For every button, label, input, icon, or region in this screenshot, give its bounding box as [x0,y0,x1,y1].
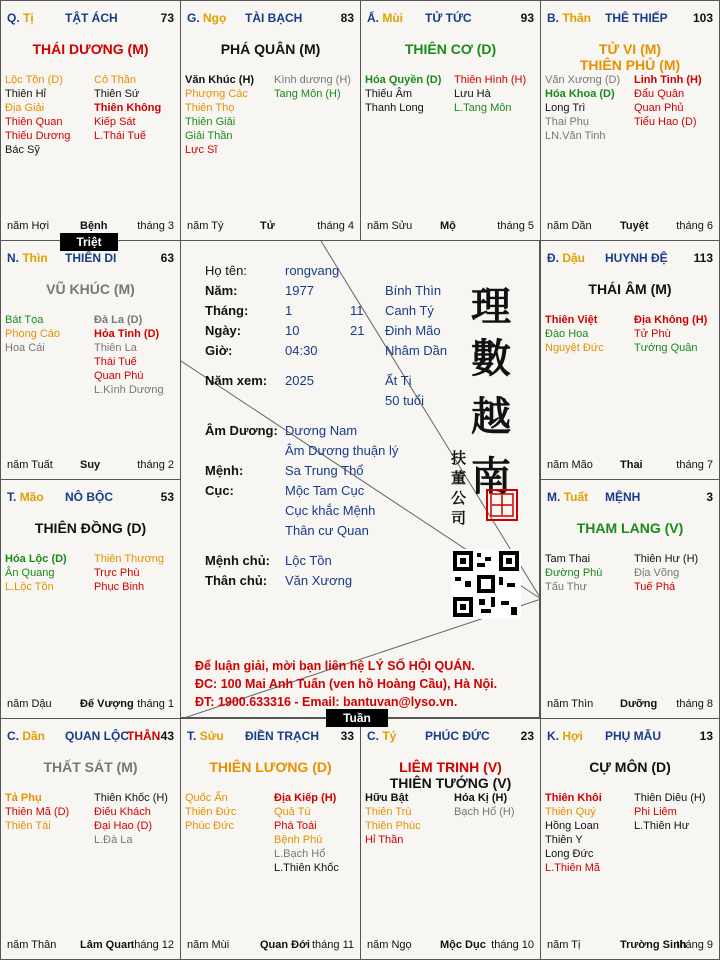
palace-name: THIÊN DI [65,251,117,265]
minor-col-left [545,313,629,355]
dai-van: 113 [693,251,713,265]
minor-col-left [545,552,629,594]
palace-name: THÊ THIẾP [605,11,668,25]
trang-sinh-stage: Mộ [440,220,456,232]
minor-col-right [454,73,538,115]
palace-branch: Đ. Dậu [547,251,586,265]
minor-star: Tam Thai [545,553,591,565]
minor-star: Hóa Khoa (D) [545,88,615,100]
minor-star: Trực Phù [94,567,140,579]
minor-col-left [5,313,89,355]
trang-sinh-stage: Đế Vượng [80,698,134,710]
minor-star: Kiếp Sát [94,116,136,128]
major-star: THAM LANG (V) [576,520,684,536]
palace-dau [540,240,720,480]
palace-year: năm Tị [547,939,581,951]
trang-sinh-stage: Trường Sinh [620,939,687,951]
palace-header [7,490,174,506]
cuc-note1: Cục khắc Mệnh [285,503,376,518]
major-star: THẤT SÁT (M) [43,759,138,775]
palace-footer [545,459,715,473]
minor-star: Thiên Việt [545,314,598,326]
minor-star: Phượng Các [185,88,248,100]
palace-year: năm Dần [547,220,592,232]
year-value: 1977 [285,283,314,298]
year-canchi: Bính Thìn [385,283,442,298]
palace-year: năm Tuất [7,459,53,471]
palace-branch: C. Dần [7,729,46,743]
minor-star: Quan Phù [94,370,144,382]
palace-header [7,729,174,745]
minor-star: L.Lộc Tồn [5,581,54,593]
month-solar: 1 [285,303,293,318]
palace-footer [5,939,176,953]
palace-header [547,729,713,745]
minor-star: Lộc Tồn (D) [5,74,63,86]
cuc-label: Cục: [205,483,234,498]
dai-van: 53 [160,490,174,504]
minor-star: Thiếu Dương [5,130,71,142]
day-canchi: Đinh Mão [385,323,441,338]
minor-col-right [634,313,718,355]
palace-header [367,11,534,27]
minor-col-right [454,791,538,819]
palace-footer [545,220,715,234]
minor-star: LN.Văn Tinh [545,130,606,142]
minor-star: Địa Giải [5,102,45,114]
minor-star: Thiên Hình (H) [454,74,527,86]
minor-star: L.Thái Tuế [94,130,146,142]
major-star: THIÊN TƯỚNG (V) [389,775,512,791]
year-label: Năm: [205,283,238,298]
palace-mui [360,0,541,241]
palace-header [547,251,713,267]
palace-year: năm Hợi [7,220,50,232]
triet-tag: Triệt [60,233,118,251]
minor-star: Thiên Giải [185,116,236,128]
major-star: THIÊN CƠ (D) [404,41,497,57]
palace-name: QUAN LỘC [65,729,129,743]
minor-star: Đà La (D) [94,314,143,326]
minor-star: Thiên Trù [365,806,412,818]
palace-footer [365,939,536,953]
dai-van: 13 [699,729,713,743]
minor-star: Quan Phủ [634,102,684,114]
minor-star: Thiên Quan [5,116,63,128]
palace-suu [180,718,361,960]
palace-footer [5,698,176,712]
palace-month: tháng 8 [676,698,713,710]
minor-star: Địa Võng [634,567,680,579]
minor-star: Địa Không (H) [634,314,708,326]
name-value: rongvang [285,263,340,278]
minor-col-left [185,791,269,833]
menh-chu-value: Lộc Tồn [285,553,332,568]
palace-month: tháng 10 [491,939,534,951]
minor-star: Hoa Cái [5,342,45,354]
hour-canchi: Nhâm Dần [385,343,448,358]
minor-star: Quả Tú [274,806,311,818]
palace-year: năm Ngọ [367,939,412,951]
minor-star: L.Thiên Khốc [274,862,339,874]
minor-col-right [274,791,358,875]
minor-star: L.Tang Môn [454,102,512,114]
minor-star: Tang Môn (H) [274,88,341,100]
minor-star: Tiểu Hao (D) [634,116,697,128]
palace-branch: K. Hợi [547,729,583,743]
minor-col-right [94,552,178,594]
minor-star: Thiên Khôi [545,792,602,804]
contact-line-3: ĐT: 1900.633316 - Email: bantuvan@lyso.vn. [195,695,458,709]
palace-header [7,11,174,27]
minor-star: Thiên Quý [545,806,596,818]
minor-star: Phá Toái [274,820,317,832]
major-star: CỰ MÔN (D) [589,759,671,775]
minor-star: Bệnh Phù [274,834,323,846]
palace-branch: C. Tý [367,729,397,743]
minor-star: Tả Phụ [5,792,42,804]
palace-footer [5,459,176,473]
minor-star: Đào Hoa [545,328,589,340]
minor-col-left [5,552,89,594]
minor-star: Lưu Hà [454,88,491,100]
dai-van: 3 [706,490,713,504]
minor-star: Cô Thần [94,74,136,86]
trang-sinh-stage: Quan Đới [260,939,310,951]
day-lunar: 21 [350,323,365,338]
palace-header [547,490,713,506]
minor-star: Đường Phù [545,567,603,579]
minor-star: Hóa Quyền (D) [365,74,442,86]
contact-line-1: Để luận giải, mời bạn liên hệ LÝ SỐ HỘI QUÁN. [195,659,475,673]
menh-chu-label: Mệnh chủ: [205,553,270,568]
name-label: Họ tên: [205,263,247,278]
calligraphy-char-1: 理 [471,283,511,330]
minor-star: L.Kình Dương [94,384,164,396]
minor-star: Thiên La [94,342,137,354]
palace-name: TỬ TỨC [425,11,472,25]
major-star: THÁI ÂM (M) [588,281,672,297]
palace-month: tháng 7 [676,459,713,471]
trang-sinh-stage: Tử [260,220,275,232]
palace-month: tháng 11 [311,939,354,951]
dai-van: 93 [520,11,534,25]
palace-ty [360,718,541,960]
minor-star: Hữu Bật [365,792,409,804]
palace-branch: Q. Tị [7,11,34,25]
palace-ti [0,0,181,241]
palace-tuat [540,479,720,719]
palace-month: tháng 4 [317,220,354,232]
minor-col-right [94,791,178,847]
center-info [180,240,540,718]
trang-sinh-stage: Lâm Quan [80,939,134,951]
minor-col-left [5,73,89,157]
palace-year: năm Tý [187,220,224,232]
hour-value: 04:30 [285,343,318,358]
trang-sinh-stage: Dưỡng [620,698,658,710]
palace-name: NÔ BỘC [65,490,113,504]
palace-footer [185,220,356,234]
minor-star: Đẩu Quân [634,88,685,100]
minor-col-right [94,73,178,143]
minor-col-right [94,313,178,397]
minor-star: Địa Kiếp (H) [274,792,337,804]
minor-star: Thái Tuế [94,356,137,368]
minor-star: Phúc Đức [185,820,234,832]
minor-star: Long Đức [545,848,594,860]
palace-dan [0,718,181,960]
minor-star: Văn Xương (D) [545,74,621,86]
dai-van: 103 [692,11,713,25]
calligraphy-char-4: 南 [471,453,511,500]
minor-star: L.Bạch Hổ [274,848,326,860]
minor-star: Hỏa Tinh (D) [94,328,160,340]
than-chu-value: Văn Xương [285,573,353,588]
minor-col-left [545,791,629,875]
calligraphy-char-3: 越 [471,393,511,440]
major-star: TỬ VI (M) [598,41,662,57]
palace-month: tháng 5 [497,220,534,232]
dai-van: 33 [340,729,354,743]
palace-year: năm Dậu [7,698,52,710]
palace-footer [545,698,715,712]
palace-header [547,11,713,27]
minor-star: Bạch Hổ (H) [454,806,515,818]
major-star: THIÊN ĐỒNG (D) [34,520,147,536]
minor-star: Thiên Mã (D) [5,806,70,818]
minor-star: Thiên Khốc (H) [94,792,168,804]
menh-value: Sa Trung Thổ [285,463,364,478]
minor-col-left [545,73,629,143]
palace-footer [365,220,536,234]
day-label: Ngày: [205,323,242,338]
major-star: PHÁ QUÂN (M) [220,41,321,57]
trang-sinh-stage: Tuyệt [620,220,649,232]
palace-than [540,0,720,241]
minor-star: Thiên Thọ [185,102,235,114]
minor-star: Thai Phụ [545,116,590,128]
minor-col-right [274,73,358,101]
dai-van: 73 [160,11,174,25]
minor-star: Phục Binh [94,581,145,593]
minor-star: Đại Hao (D) [94,820,153,832]
palace-branch: T. Sửu [187,729,224,743]
red-seal-stamp [486,489,518,521]
seal-side-2: 董 [451,469,467,487]
minor-star: Tấu Thư [545,581,588,593]
palace-month: tháng 1 [137,698,174,710]
palace-name: PHÚC ĐỨC [425,729,490,743]
palace-name: HUYNH ĐỆ [605,251,668,265]
palace-name: MỆNH [605,490,641,504]
hour-label: Giờ: [205,343,233,358]
minor-star: Thiên Thương [94,553,165,565]
menh-label: Mệnh: [205,463,244,478]
palace-header [7,251,174,267]
amduong-note: Âm Dương thuận lý [285,443,399,458]
dai-van: 83 [340,11,354,25]
palace-month: tháng 2 [137,459,174,471]
view-year-label: Năm xem: [205,373,268,388]
dai-van: 43 [160,729,174,743]
trang-sinh-stage: Bệnh [80,220,108,232]
minor-star: Thiên Phúc [365,820,421,832]
minor-col-right [634,73,718,129]
minor-star: L.Thiên Hư [634,820,690,832]
minor-star: Tử Phù [634,328,671,340]
cuc-note2: Thân cư Quan [285,523,369,538]
palace-footer [545,939,715,953]
minor-col-right [634,552,718,594]
palace-name: PHỤ MẪU [605,729,661,743]
minor-star: Bát Tọa [5,314,44,326]
month-lunar: 11 [350,303,364,318]
minor-star: Bác Sỹ [5,144,40,156]
palace-ngo [180,0,361,241]
minor-col-left [365,791,449,847]
palace-header [187,729,354,745]
minor-star: Long Trì [545,102,586,114]
seal-side-1: 扶 [451,449,467,467]
than-chu-label: Thân chủ: [205,573,268,588]
amduong-label: Âm Dương: [205,423,278,438]
palace-header [187,11,354,27]
minor-star: Tướng Quân [634,342,698,354]
minor-col-left [5,791,89,833]
minor-star: Quốc Ấn [185,792,228,804]
minor-star: Kình dương (H) [274,74,351,86]
minor-star: Phong Cáo [5,328,61,340]
qr-code [451,549,521,619]
palace-footer [185,939,356,953]
minor-star: Thanh Long [365,102,424,114]
palace-year: năm Thìn [547,698,594,710]
major-star: VŨ KHÚC (M) [46,281,135,297]
minor-star: Tuế Phá [634,581,676,593]
palace-year: năm Mùi [187,939,230,951]
minor-col-right [634,791,718,833]
trang-sinh-stage: Thai [620,459,643,471]
minor-star: Hóa Lộc (D) [5,553,67,565]
minor-star: Thiên Hỉ [5,88,46,100]
minor-star: Phi Liêm [634,806,677,818]
palace-branch: M. Tuất [547,490,589,504]
palace-year: năm Thân [7,939,57,951]
dai-van: 63 [160,251,174,265]
trang-sinh-stage: Mộc Dục [440,939,486,951]
palace-month: tháng 3 [137,220,174,232]
palace-hoi [540,718,720,960]
minor-star: Thiên Y [545,834,583,846]
palace-header [367,729,534,745]
day-solar: 10 [285,323,300,338]
contact-line-2: ĐC: 100 Mai Anh Tuấn (ven hồ Hoàng Cầu), Hà Nội. [195,677,498,691]
minor-star: Thiên Hư (H) [634,553,699,565]
minor-star: Thiên Tài [5,820,51,832]
view-year-value: 2025 [285,373,314,388]
minor-star: Thiếu Âm [365,88,413,100]
age-value: 50 tuổi [385,393,425,408]
seal-side-4: 司 [451,509,467,527]
calligraphy-char-2: 數 [471,335,511,382]
minor-star: Nguyệt Đức [545,342,604,354]
minor-star: Hỉ Thần [365,834,404,846]
minor-col-left [365,73,449,115]
palace-name: TÀI BẠCH [245,11,303,25]
amduong-value: Dương Nam [285,423,358,438]
palace-footer [5,220,176,234]
minor-star: Lực Sĩ [185,144,218,156]
minor-star: Thiên Diêu (H) [634,792,706,804]
minor-star: Thiên Sứ [94,88,140,100]
palace-branch: G. Ngọ [187,11,227,25]
minor-star: Thiên Đức [185,806,237,818]
palace-branch: B. Thân [547,11,592,25]
palace-month: tháng 9 [676,939,713,951]
minor-star: Hóa Kị (H) [454,792,508,804]
dai-van: 23 [520,729,534,743]
palace-year: năm Mão [547,459,593,471]
palace-name: ĐIỀN TRẠCH [245,729,319,743]
minor-star: L.Thiên Mã [545,862,601,874]
major-star: THÁI DƯƠNG (M) [32,41,149,57]
palace-month: tháng 12 [131,939,174,951]
than-marker: THÂN [127,729,161,743]
minor-star: Hồng Loan [545,820,599,832]
minor-star: Ân Quang [5,567,55,579]
tuan-tag: Tuần [326,709,388,727]
palace-branch: Ấ. Mùi [367,11,404,25]
month-canchi: Canh Tý [385,303,434,318]
minor-star: Thiên Không [94,102,162,114]
palace-name: TẬT ÁCH [65,11,118,25]
major-star: THIÊN PHỦ (M) [579,57,681,73]
palace-year: năm Sửu [367,220,413,232]
palace-mao [0,479,181,719]
trang-sinh-stage: Suy [80,459,101,471]
minor-star: Giải Thần [185,130,233,142]
minor-col-left [185,73,269,157]
major-star: LIÊM TRINH (V) [399,759,502,775]
minor-star: Văn Khúc (H) [185,74,255,86]
seal-side-3: 公 [451,489,467,507]
minor-star: Điếu Khách [94,806,151,818]
cuc-value: Mộc Tam Cục [285,483,365,498]
minor-star: Linh Tinh (H) [634,74,702,86]
minor-star: L.Đà La [94,834,133,846]
palace-month: tháng 6 [676,220,713,232]
month-label: Tháng: [205,303,249,318]
palace-branch: T. Mão [7,490,44,504]
palace-thin [0,240,181,480]
palace-branch: N. Thìn [7,251,48,265]
view-year-canchi: Ất Tị [385,373,412,388]
major-star: THIÊN LƯƠNG (D) [209,759,332,775]
